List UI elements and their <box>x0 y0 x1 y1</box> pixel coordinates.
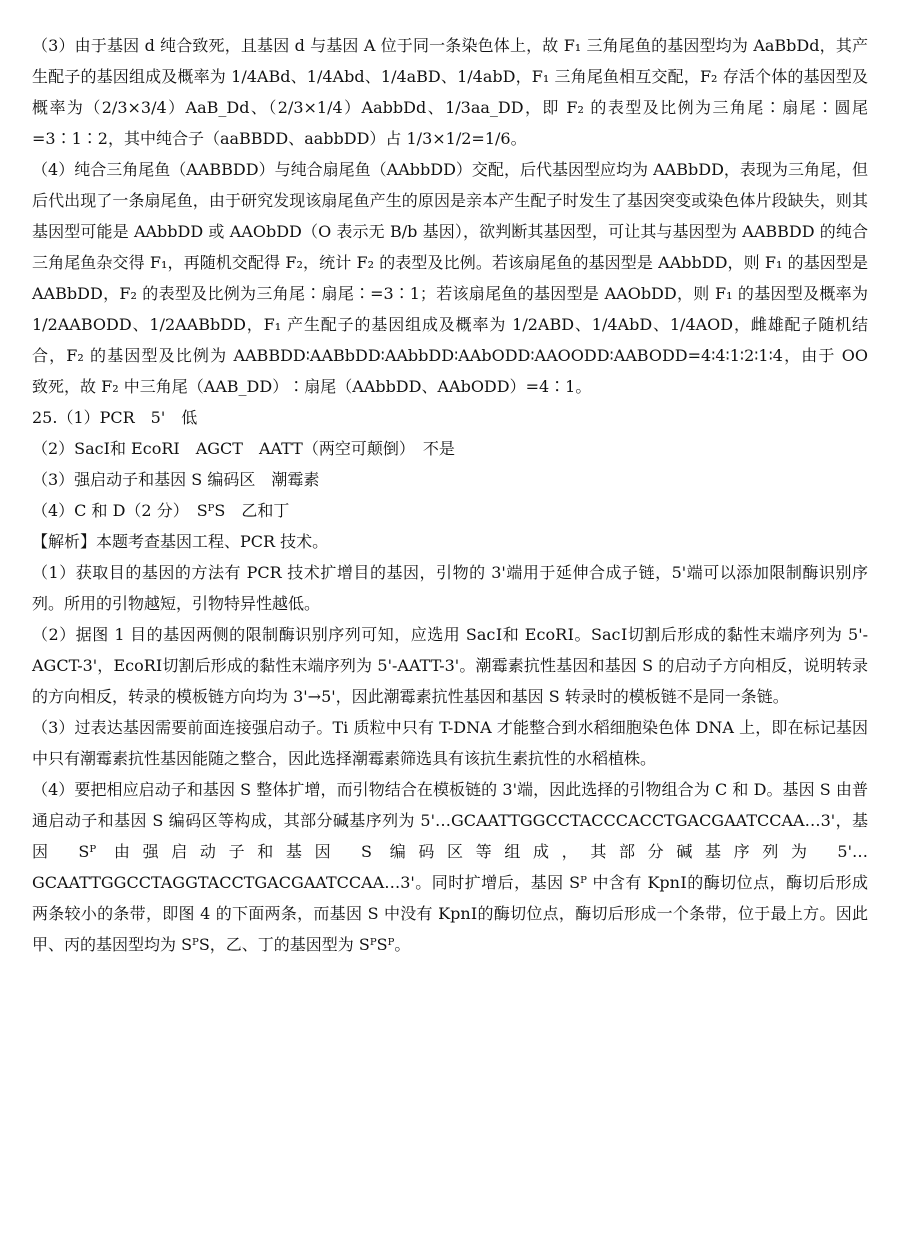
analysis-4: （4）要把相应启动子和基因 S 整体扩增，而引物结合在模板链的 3'端，因此选择的引物组合为 C 和 D。基因 S 由普通启动子和基因 S 编码区等构成，其部分碱基序列为 5'…GCAATTGGCCTACCCACCTGACGAATCCAA…3'，基因 Sᴾ 由强启动子和基因 S 编码区等组成，其部分碱基序列为 5'…GCAATTGGCCTAGGTACCTGACGAATCCAA…3'。同时扩增后，基因 Sᴾ 中含有 KpnⅠ的酶切位点，酶切后形成两条较小的条带，即图 4 的下面两条，而基因 S 中没有 KpnⅠ的酶切位点，酶切后形成一个条带，位于最上方。因此甲、丙的基因型均为 SᴾS，乙、丁的基因型为 SᴾSᴾ。 <box>32 780 868 954</box>
analysis-2: （2）据图 1 目的基因两侧的限制酶识别序列可知，应选用 SacⅠ和 EcoRⅠ。SacⅠ切割后形成的黏性末端序列为 5'-AGCT-3'，EcoRⅠ切割后形成的黏性末端序列为 5'-AATT-3'。潮霉素抗性基因和基因 S 的启动子方向相反，说明转录的方向相反，转录的模板链方向均为 3'→5'，因此潮霉素抗性基因和基因 S 转录时的模板链不是同一条链。 <box>32 625 868 706</box>
paragraph-q24-3: （3）由于基因 d 纯合致死，且基因 d 与基因 A 位于同一条染色体上，故 F₁ 三角尾鱼的基因型均为 AaBbDd，其产生配子的基因组成及概率为 1/4ABd、1/4Abd、1/4aBD、1/4abD，F₁ 三角尾鱼相互交配，F₂ 存活个体的基因型及概率为（2/3×3/4）AaB_Dd、（2/3×1/4）AabbDd、1/3aa_DD，即 F₂ 的表型及比例为三角尾∶扇尾∶圆尾=3∶1∶2，其中纯合子（aaBBDD、aabbDD）占 1/3×1/2=1/6。 <box>32 36 868 148</box>
analysis-3: （3）过表达基因需要前面连接强启动子。Ti 质粒中只有 T-DNA 才能整合到水稻细胞染色体 DNA 上，即在标记基因中只有潮霉素抗性基因能随之整合，因此选择潮霉素筛选具有该抗生素抗性的水稻植株。 <box>32 718 868 768</box>
analysis-heading: 【解析】本题考查基因工程、PCR 技术。 <box>32 532 329 551</box>
paragraph-q25-2: （2）SacⅠ和 EcoRⅠ AGCT AATT（两空可颠倒） 不是 <box>32 439 455 458</box>
analysis-1: （1）获取目的基因的方法有 PCR 技术扩增目的基因，引物的 3'端用于延伸合成子链，5'端可以添加限制酶识别序列。所用的引物越短，引物特异性越低。 <box>32 563 868 613</box>
answer-document <box>32 30 868 960</box>
paragraph-q25-4: （4）C 和 D（2 分） SᴾS 乙和丁 <box>32 501 290 520</box>
paragraph-q24-4: （4）纯合三角尾鱼（AABBDD）与纯合扇尾鱼（AAbbDD）交配，后代基因型应均为 AABbDD，表现为三角尾，但后代出现了一条扇尾鱼，由于研究发现该扇尾鱼产生的原因是亲本产生配子时发生了基因突变或染色体片段缺失，则其基因型可能是 AAbbDD 或 AAObDD（O 表示无 B/b 基因），欲判断其基因型，可让其与基因型为 AABBDD 的纯合三角尾鱼杂交得 F₁，再随机交配得 F₂，统计 F₂ 的表型及比例。若该扇尾鱼的基因型是 AAbbDD，则 F₁ 的基因型是 AABbDD，F₂ 的表型及比例为三角尾∶扇尾∶=3∶1；若该扇尾鱼的基因型是 AAObDD，则 F₁ 的基因型及概率为 1/2AABODD、1/2AABbDD，F₁ 产生配子的基因组成及概率为 1/2ABD、1/4AbD、1/4AOD，雌雄配子随机结合，F₂ 的基因型及比例为 AABBDD∶AABbDD∶AAbbDD∶AAbODD∶AAOODD∶AABODD=4∶4∶1∶2∶1∶4，由于 OO 致死，故 F₂ 中三角尾（AAB_DD）∶扇尾（AAbbDD、AAbODD）=4∶1。 <box>32 160 868 396</box>
paragraph-q25-3: （3）强启动子和基因 S 编码区 潮霉素 <box>32 470 320 489</box>
paragraph-q25-1: 25.（1）PCR 5' 低 <box>32 408 198 427</box>
